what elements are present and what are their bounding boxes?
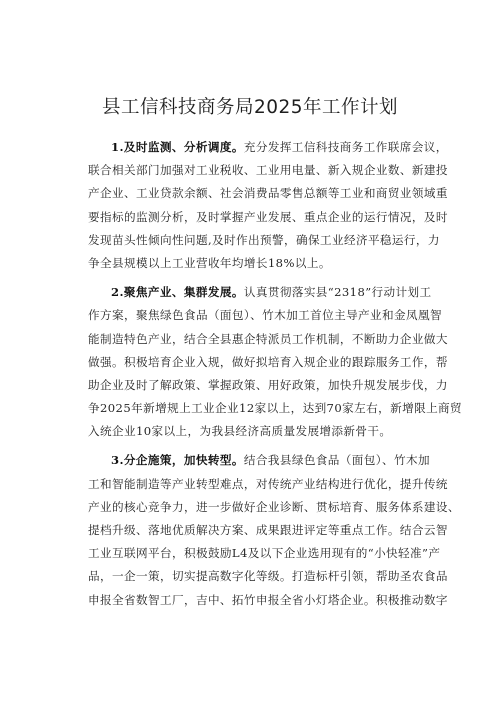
paragraph-line: 争全县规模以上工业营收年均增长18%以上。 [88, 255, 331, 270]
paragraph-line: 做强。积极培育企业入规，做好拟培育入规企业的跟踪服务工作，帮 [88, 354, 448, 369]
paragraph-heading: 3.分企施策，加快转型。 [111, 453, 244, 468]
paragraph-line [88, 281, 432, 304]
paragraph-line: 助企业及时了解政策、掌握政策、用好政策，加快升规发展步伐，力 [88, 377, 448, 392]
paragraph-line [88, 136, 448, 159]
paragraph-heading: 2.聚焦产业、集群发展。 [111, 285, 244, 300]
paragraph-line [88, 449, 430, 472]
paragraph-line: 入统企业10家以上，为我县经济高质量发展增添新骨干。 [88, 424, 392, 439]
paragraph-heading: 1.及时监测、分析调度。 [111, 140, 244, 154]
paragraph-line: 申报全省数智工厂，吉中、拓竹申报全省小灯塔企业。积极推动数字 [88, 592, 448, 607]
paragraph-line: 工业互联网平台，积极鼓励L4及以下企业选用现有的“小快轻准”产 [88, 546, 441, 561]
paragraph-line: 产企业、工业贷款余额、社会消费品零售总额等工业和商贸业领域重 [88, 186, 448, 201]
paragraph-line: 工和智能制造等产业转型难点，对传统产业结构进行优化，提升传统 [88, 476, 448, 491]
paragraph-2 [88, 281, 463, 443]
paragraph-line: 争2025年新增规上工业企业12家以上，达到70家左右，新增限上商贸 [88, 401, 463, 416]
document-body [88, 136, 463, 612]
paragraph-line: 作方案，聚焦绿色食品（面包）、竹木加工首位主导产业和金凤凰智 [88, 308, 443, 323]
paragraph-line: 提档升级、落地优质解决方案、成果跟进评定等重点工作。结合云智 [88, 523, 448, 537]
paragraph-line: 能制造特色产业，结合全县惠企特派员工作机制，不断助力企业做大 [88, 331, 448, 346]
document-title: 县工信科技商务局2025年工作计划 [101, 97, 399, 118]
paragraph-text: 结合我县绿色食品（面包）、竹木加 [243, 453, 430, 468]
paragraph-text: 充分发挥工信科技商务工作联席会议， [243, 140, 448, 154]
paragraph-line: 联合相关部门加强对工业税收、工业用电量、新入规企业数、新建投 [88, 163, 448, 178]
paragraph-line: 品，一企一策，切实提高数字化等级。打造标杆引领，帮助圣农食品 [88, 569, 448, 584]
paragraph-line: 产业的核心竞争力，进一步做好企业诊断、贯标培育、服务体系建设、 [88, 499, 460, 514]
paragraph-line: 发现苗头性倾向性问题,及时作出预警，确保工业经济平稳运行，力 [88, 232, 440, 247]
paragraph-line: 要指标的监测分析，及时掌握产业发展、重点企业的运行情况，及时 [88, 209, 448, 224]
paragraph-text: 认真贯彻落实县“2318”行动计划工 [243, 285, 432, 300]
paragraph-3 [88, 449, 460, 611]
paragraph-1 [88, 136, 448, 275]
